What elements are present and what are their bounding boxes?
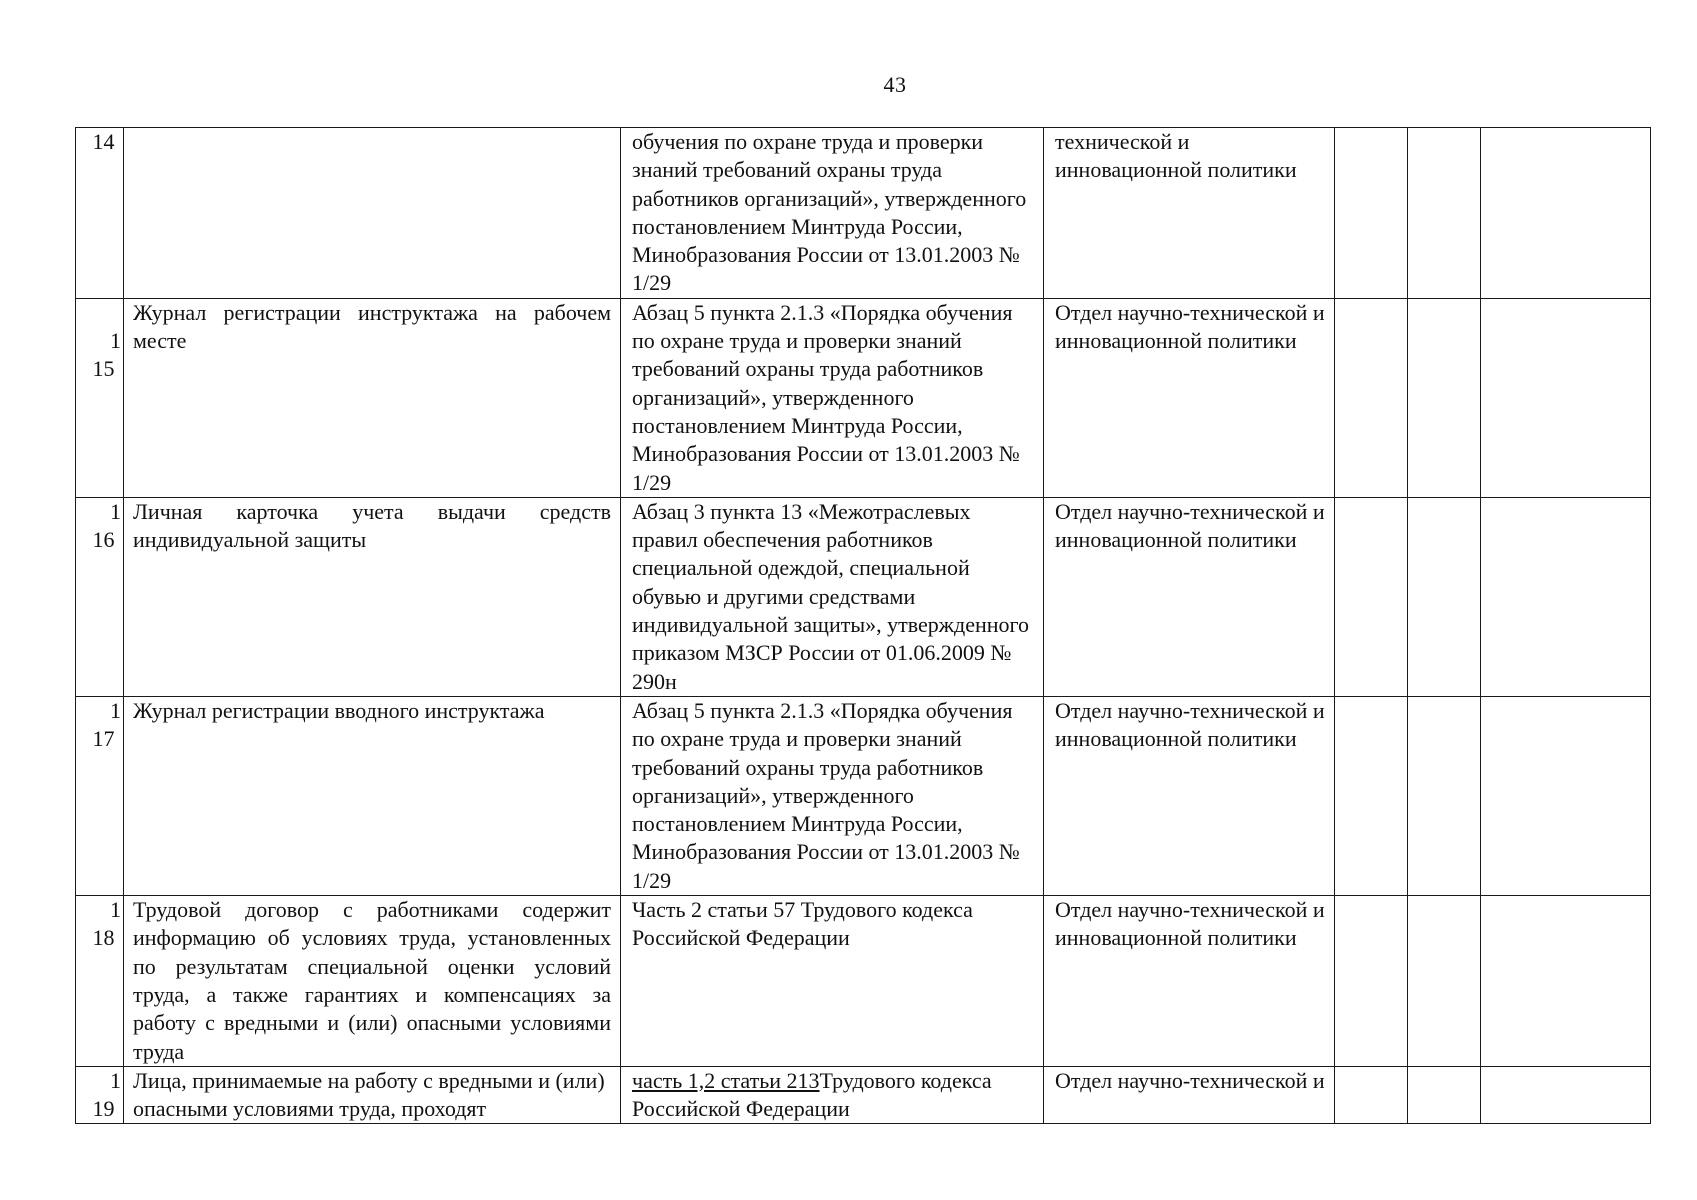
department-text: Отдел научно-технической и инновационной политики xyxy=(1055,897,1325,951)
check-cell-no xyxy=(1408,696,1481,895)
legal-basis-cell xyxy=(621,128,1044,299)
department-cell xyxy=(1044,896,1335,1067)
requirement-cell xyxy=(124,696,621,895)
row-number: 17 xyxy=(92,726,115,752)
check-cell-no xyxy=(1408,1066,1481,1124)
department-text: технической и инновационной политики xyxy=(1055,129,1297,183)
legal-basis-text: обучения по охране труда и проверки знаний требований охраны труда работников организаций», утвержденного постановлением Минтруда России, Минобразования России от 13.01.2003 № 1/29 xyxy=(632,129,1027,296)
requirement-text: Журнал регистрации вводного инструктажа xyxy=(133,697,545,723)
legal-basis-text: Часть 2 статьи 57 Трудового кодекса Российской Федерации xyxy=(632,897,973,951)
legal-basis-link[interactable]: часть 1,2 статьи 213 xyxy=(632,1067,820,1093)
check-cell-yes xyxy=(1335,1066,1408,1124)
check-cell-yes xyxy=(1335,696,1408,895)
row-number: 15 xyxy=(92,356,115,382)
table-row xyxy=(76,1066,1651,1124)
requirement-cell xyxy=(124,298,621,497)
notes-cell xyxy=(1481,896,1651,1067)
department-cell xyxy=(1044,497,1335,696)
legal-basis-cell xyxy=(621,298,1044,497)
row-number: 19 xyxy=(92,1096,115,1122)
notes-cell xyxy=(1481,128,1651,299)
department-text: Отдел научно-технической и инновационной политики xyxy=(1055,299,1325,354)
row-number-cell xyxy=(76,128,124,299)
requirement-text: Трудовой договор с работниками содержит информацию об условиях труда, установленных по результатам специальной оценки условий труда, а также гарантиях и компенсациях за работу с вредными и (или) опасными условиями труда xyxy=(133,897,611,1064)
row-number-fragment: 1 xyxy=(110,697,121,723)
row-number-cell xyxy=(76,298,124,497)
requirement-cell xyxy=(124,1066,621,1124)
requirement-cell xyxy=(124,128,621,299)
legal-basis-text: Абзац 5 пункта 2.1.3 «Порядка обучения по охране труда и проверки знаний требований охраны труда работников организаций», утвержденного постановлением Минтруда России, Минобразования России от 13.01.2003 № 1/29 xyxy=(632,299,1020,495)
legal-basis-cell xyxy=(621,1066,1044,1124)
table-row xyxy=(76,298,1651,497)
notes-cell xyxy=(1481,696,1651,895)
row-number-fragment: 1 xyxy=(110,498,121,524)
row-number-fragment: 1 xyxy=(110,327,121,353)
legal-basis-text: Трудового кодекса Российской Федерации xyxy=(632,1067,992,1122)
row-number: 14 xyxy=(92,129,115,154)
department-text: Отдел научно-технической и xyxy=(1055,1067,1325,1093)
legal-basis-cell xyxy=(621,696,1044,895)
row-number: 16 xyxy=(92,527,115,553)
row-number: 18 xyxy=(92,925,115,951)
legal-basis-text: Абзац 3 пункта 13 «Межотраслевых правил обеспечения работников специальной одеждой, специальной обувью и другими средствами индивидуальной защиты», утвержденного приказом МЗСР России от 01.06.2009 № 290н xyxy=(632,498,1029,694)
requirement-cell xyxy=(124,896,621,1067)
row-number-cell xyxy=(76,696,124,895)
check-cell-no xyxy=(1408,128,1481,299)
row-number-fragment: 1 xyxy=(110,1067,121,1093)
table-row xyxy=(76,128,1651,299)
notes-cell xyxy=(1481,298,1651,497)
department-cell xyxy=(1044,696,1335,895)
check-cell-yes xyxy=(1335,896,1408,1067)
department-cell xyxy=(1044,1066,1335,1124)
check-cell-no xyxy=(1408,298,1481,497)
page-number: 43 xyxy=(883,72,907,97)
table-row xyxy=(76,896,1651,1067)
check-cell-no xyxy=(1408,497,1481,696)
requirement-cell xyxy=(124,497,621,696)
row-number-cell xyxy=(76,896,124,1067)
requirements-table xyxy=(75,127,1651,1124)
row-number-fragment: 1 xyxy=(110,897,121,923)
table-row xyxy=(76,497,1651,696)
requirement-text: Журнал регистрации инструктажа на рабочем месте xyxy=(133,299,611,354)
legal-basis-cell xyxy=(621,896,1044,1067)
legal-basis-text: Абзац 5 пункта 2.1.3 «Порядка обучения по охране труда и проверки знаний требований охраны труда работников организаций», утвержденного постановлением Минтруда России, Минобразования России от 13.01.2003 № 1/29 xyxy=(632,697,1020,893)
notes-cell xyxy=(1481,497,1651,696)
row-number-cell xyxy=(76,1066,124,1124)
check-cell-yes xyxy=(1335,497,1408,696)
check-cell-yes xyxy=(1335,298,1408,497)
department-cell xyxy=(1044,128,1335,299)
department-text: Отдел научно-технической и инновационной политики xyxy=(1055,498,1325,553)
table-row xyxy=(76,696,1651,895)
notes-cell xyxy=(1481,1066,1651,1124)
department-text: Отдел научно-технической и инновационной политики xyxy=(1055,697,1325,752)
check-cell-yes xyxy=(1335,128,1408,299)
row-number-cell xyxy=(76,497,124,696)
check-cell-no xyxy=(1408,896,1481,1067)
department-cell xyxy=(1044,298,1335,497)
legal-basis-cell xyxy=(621,497,1044,696)
requirement-text: Лица, принимаемые на работу с вредными и (или) опасными условиями труда, проходят xyxy=(133,1067,605,1122)
requirement-text: Личная карточка учета выдачи средств индивидуальной защиты xyxy=(133,498,611,553)
